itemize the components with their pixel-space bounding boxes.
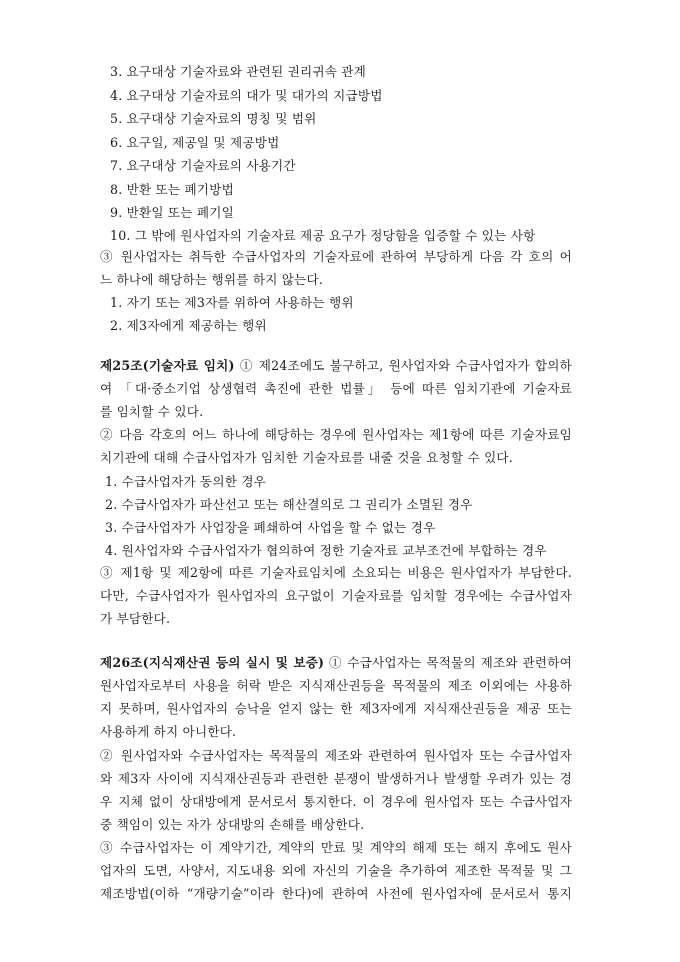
- paragraph-line: 와 제3자 사이에 지식재산권등과 관련한 분쟁이 발생하거나 발생할 우려가 있는 경: [100, 771, 572, 786]
- paragraph-line: 를 임치할 수 있다.: [100, 404, 204, 419]
- article-26-first-line: [100, 655, 572, 671]
- paragraph-line: 제조방법(이하 “개량기술”이라 한다)에 관하여 사전에 원사업자에 문서로서 통지: [100, 886, 572, 901]
- paragraph-line: 지 못하며, 원사업자의 승낙을 얻지 않는 한 제3자에게 지식재산권등을 제공 또는: [100, 701, 572, 716]
- paragraph-line: 느 하나에 해당하는 행위를 하지 않는다.: [100, 272, 324, 287]
- list-item: 8. 반환 또는 폐기방법: [110, 182, 234, 197]
- list-item: 2. 제3자에게 제공하는 행위: [110, 318, 267, 333]
- list-item: 4. 원사업자와 수급사업자가 협의하여 정한 기술자료 교부조건에 부합하는 경우: [105, 543, 547, 558]
- paragraph-line: 가 부담한다.: [100, 611, 171, 626]
- article-26-title: 제26조(지식재산권 등의 실시 및 보증): [100, 655, 325, 670]
- list-item: 1. 수급사업자가 동의한 경우: [105, 474, 267, 489]
- article-25-title: 제25조(기술자료 임치): [100, 358, 235, 373]
- list-item: 3. 수급사업자가 사업장을 폐쇄하여 사업을 할 수 없는 경우: [105, 520, 436, 535]
- paragraph-line: 우 지체 없이 상대방에게 문서로서 통지한다. 이 경우에 원사업자 또는 수급사업자: [100, 794, 572, 809]
- paragraph-line: 다만, 수급사업자가 원사업자의 요구없이 기술자료를 임치할 경우에는 수급사업자: [100, 588, 572, 603]
- list-item: 4. 요구대상 기술자료의 대가 및 대가의 지급방법: [110, 88, 383, 103]
- list-item: 2. 수급사업자가 파산선고 또는 해산결의로 그 권리가 소멸된 경우: [105, 497, 473, 512]
- paragraph-line: 중 책임이 있는 자가 상대방의 손해를 배상한다.: [100, 817, 365, 832]
- list-item: 10. 그 밖에 원사업자의 기술자료 제공 요구가 정당함을 입증할 수 있는 사항: [110, 228, 536, 243]
- paragraph-line: ③ 제1항 및 제2항에 따른 기술자료임치에 소요되는 비용은 원사업자가 부담한다.: [100, 565, 572, 580]
- list-item: 7. 요구대상 기술자료의 사용기간: [110, 158, 296, 173]
- list-item: 5. 요구대상 기술자료의 명칭 및 범위: [110, 111, 317, 126]
- paragraph-line: ② 다음 각호의 어느 하나에 해당하는 경우에 원사업자는 제1항에 따른 기술자료임: [100, 427, 572, 442]
- paragraph-line: ③ 수급사업자는 이 계약기간, 계약의 만료 및 계약의 해제 또는 해지 후에도 원사: [100, 840, 572, 855]
- list-item: 1. 자기 또는 제3자를 위하여 사용하는 행위: [110, 295, 354, 310]
- paragraph-line: ③ 원사업자는 취득한 수급사업자의 기술자료에 관하여 부당하게 다음 각 호의 어: [100, 249, 572, 264]
- paragraph-line: 여 「대·중소기업 상생협력 촉진에 관한 법률」 등에 따른 임치기관에 기술자료: [100, 381, 572, 396]
- paragraph-line: 사용하게 하지 아니한다.: [100, 724, 237, 739]
- paragraph-line: 원사업자로부터 사용을 허락 받은 지식재산권등을 목적물의 제조 이외에는 사용하: [100, 678, 572, 693]
- list-item: 3. 요구대상 기술자료와 관련된 권리귀속 관계: [110, 64, 367, 79]
- list-item: 9. 반환일 또는 폐기일: [110, 205, 234, 220]
- paragraph-line: 치기관에 대해 수급사업자가 임치한 기술자료를 내줄 것을 요청할 수 있다.: [100, 450, 513, 465]
- article-26-text: ① 수급사업자는 목적물의 제조와 관련하여: [324, 655, 573, 670]
- paragraph-line: 업자의 도면, 사양서, 지도내용 외에 자신의 기술을 추가하여 제조한 목적물 및 그: [100, 863, 572, 878]
- article-25-first-line: [100, 358, 572, 374]
- list-item: 6. 요구일, 제공일 및 제공방법: [110, 135, 280, 150]
- article-25-text: ① 제24조에도 불구하고, 원사업자와 수급사업자가 합의하: [234, 358, 572, 373]
- paragraph-line: ② 원사업자와 수급사업자는 목적물의 제조와 관련하여 원사업자 또는 수급사업자: [100, 748, 572, 763]
